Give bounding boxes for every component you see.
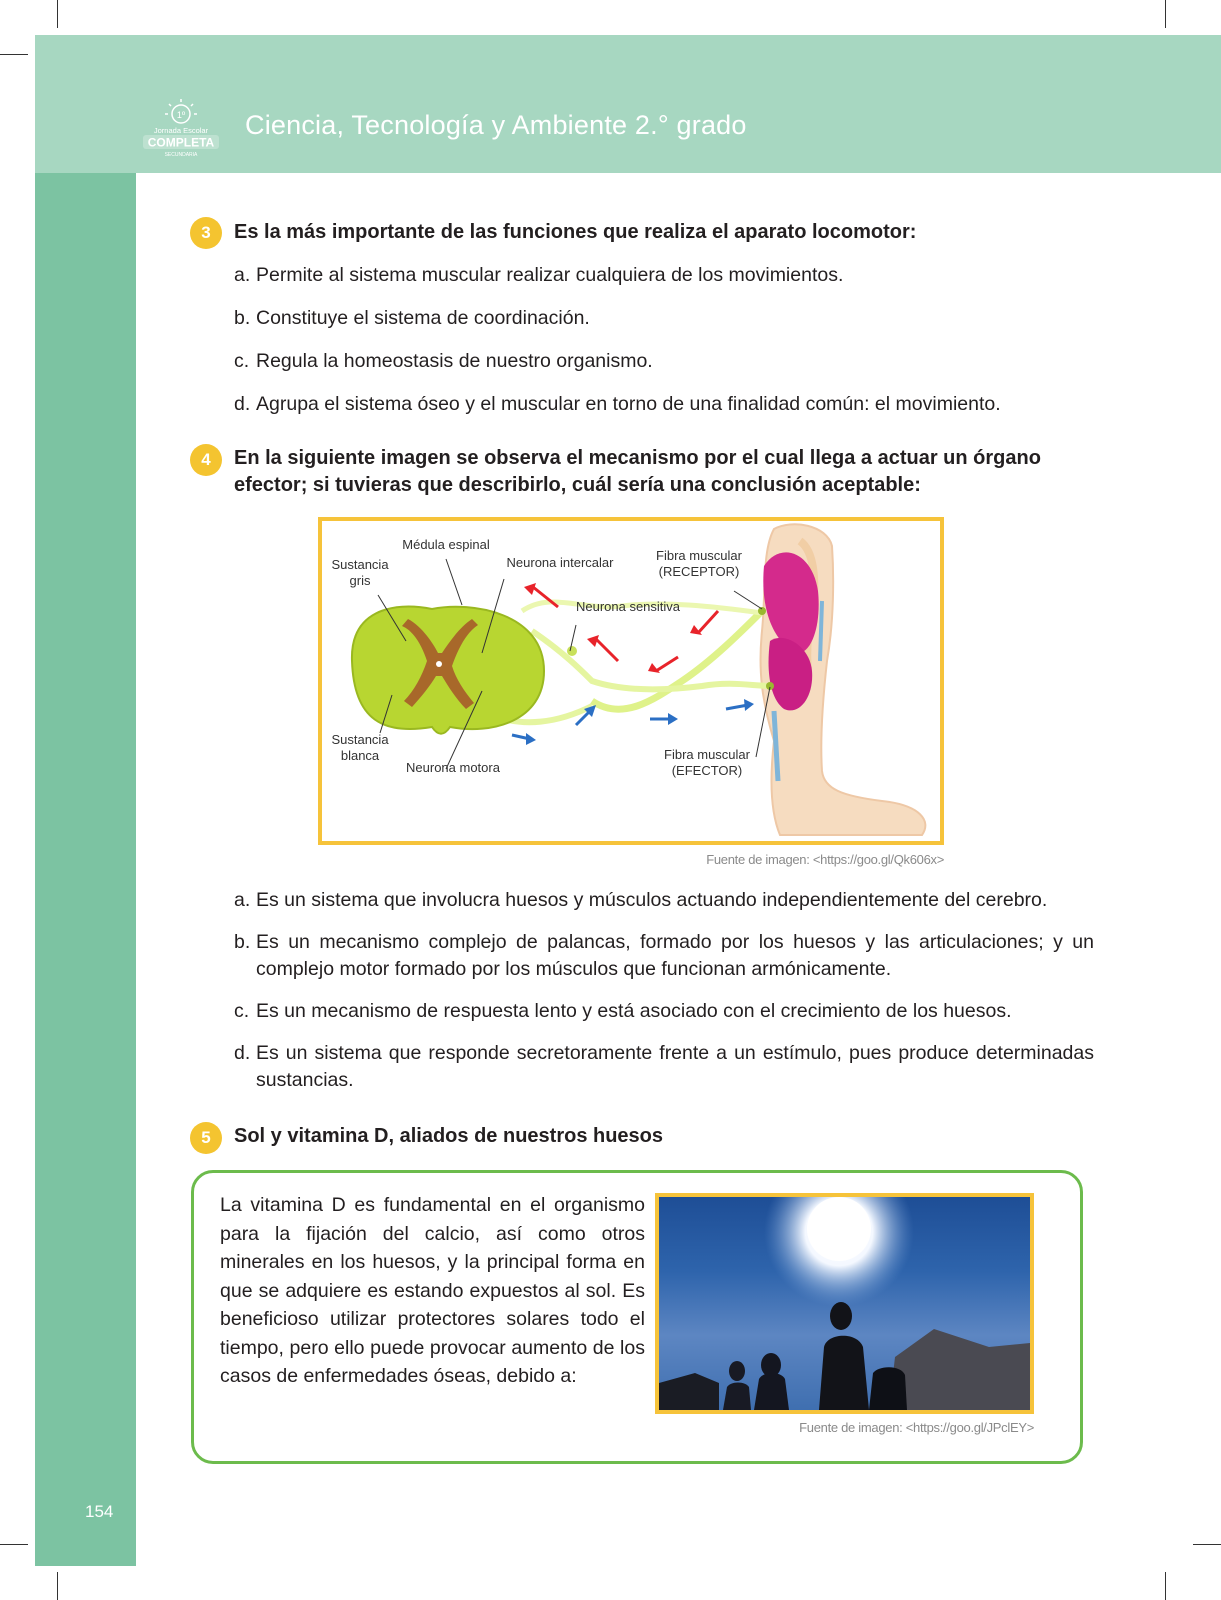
option-text: Regula la homeostasis de nuestro organismo. xyxy=(256,350,653,372)
label-fibra-efector-line2: (EFECTOR) xyxy=(671,763,743,778)
option-label: d. xyxy=(234,1042,251,1064)
label-sustancia-gris: Sustancia gris xyxy=(331,557,389,588)
option-text: Constituye el sistema de coordinación. xyxy=(256,307,590,329)
crop-mark xyxy=(0,1544,28,1545)
label-sustancia-blanca: Sustancia blanca xyxy=(331,732,389,763)
crop-mark xyxy=(57,1572,58,1600)
question-3-option-a[interactable] xyxy=(234,262,1094,289)
sun-people-photo xyxy=(655,1193,1034,1414)
page-sidebar xyxy=(35,173,136,1566)
reflex-arc-figure xyxy=(318,517,944,845)
label-medula-espinal: Médula espinal xyxy=(402,537,490,552)
question-4-option-b[interactable] xyxy=(234,929,1094,983)
label-neurona-sensitiva: Neurona sensitiva xyxy=(575,599,681,614)
label-fibra-efector-line1: Fibra muscular xyxy=(664,747,750,762)
crop-mark xyxy=(57,0,58,28)
label-neurona-intercalar: Neurona intercalar xyxy=(506,555,614,570)
page-number: 154 xyxy=(85,1502,114,1521)
label-neurona-motora: Neurona motora xyxy=(406,760,500,775)
svg-text:Jornada Escolar: Jornada Escolar xyxy=(153,126,209,135)
question-3-option-b[interactable] xyxy=(234,305,1094,332)
option-text: Agrupa el sistema óseo y el muscular en torno de una finalidad común: el movimiento. xyxy=(256,393,1001,415)
option-label: a. xyxy=(234,889,251,911)
svg-text:SECUNDARIA: SECUNDARIA xyxy=(164,152,198,158)
option-text: Permite al sistema muscular realizar cualquiera de los movimientos. xyxy=(256,264,844,286)
label-fibra-efector xyxy=(652,747,762,779)
option-text: Es un sistema que involucra huesos y músculos actuando independientemente del cerebro. xyxy=(256,889,1048,911)
figure-source: Fuente de imagen: <https://goo.gl/Qk606x> xyxy=(706,852,944,867)
option-label: b. xyxy=(234,931,251,953)
jornada-escolar-logo xyxy=(140,96,222,158)
question-number-badge: 3 xyxy=(190,217,222,249)
question-3-option-c[interactable] xyxy=(234,348,1094,375)
question-number-badge: 5 xyxy=(190,1122,222,1154)
question-5-title: Sol y vitamina D, aliados de nuestros huesos xyxy=(234,1125,664,1147)
label-fibra-receptor-line1: Fibra muscular xyxy=(656,548,742,563)
question-number-badge: 4 xyxy=(190,444,222,476)
question-3-option-d[interactable] xyxy=(234,391,1094,418)
question-4-title: En la siguiente imagen se observa el mecanismo por el cual llega a actuar un órgano efector; si tuvieras que describirlo, cuál sería una conclusión aceptable: xyxy=(234,447,1041,496)
option-text: Es un mecanismo complejo de palancas, formado por los huesos y las articulaciones; y un complejo motor formado por los músculos que funcionan armónicamente. xyxy=(256,931,1094,980)
question-3-title: Es la más importante de las funciones que realiza el aparato locomotor: xyxy=(234,221,917,243)
question-4-option-a[interactable] xyxy=(234,887,1094,914)
crop-mark xyxy=(1165,1572,1166,1600)
option-text: Es un mecanismo de respuesta lento y está asociado con el crecimiento de los huesos. xyxy=(256,1000,1012,1022)
option-label: a. xyxy=(234,264,251,286)
option-label: c. xyxy=(234,1000,250,1022)
crop-mark xyxy=(0,54,28,55)
svg-text:1º: 1º xyxy=(176,110,186,120)
question-4-option-c[interactable] xyxy=(234,998,1094,1025)
option-label: b. xyxy=(234,307,251,329)
svg-text:COMPLETA: COMPLETA xyxy=(147,135,215,150)
photo-source: Fuente de imagen: <https://goo.gl/JPclEY> xyxy=(799,1420,1034,1435)
vitamin-d-paragraph: La vitamina D es fundamental en el organismo para la fijación del calcio, así como otros minerales en los huesos, y la principal forma en que se adquiere es estando expuestos al sol. Es beneficioso utilizar protectores solares todo el tiempo, pero ello puede provocar aumento de los casos de enfermedades óseas, debido a: xyxy=(220,1194,645,1387)
label-fibra-receptor-line2: (RECEPTOR) xyxy=(658,564,740,579)
option-label: c. xyxy=(234,350,250,372)
page-title: Ciencia, Tecnología y Ambiente 2.° grado xyxy=(245,110,747,140)
question-4-option-d[interactable] xyxy=(234,1040,1094,1094)
crop-mark xyxy=(1193,1544,1221,1545)
option-label: d. xyxy=(234,393,251,415)
label-fibra-receptor xyxy=(644,548,754,580)
crop-mark xyxy=(1165,0,1166,28)
option-text: Es un sistema que responde secretoramente frente a un estímulo, pues produce determinadas sustancias. xyxy=(256,1042,1094,1091)
